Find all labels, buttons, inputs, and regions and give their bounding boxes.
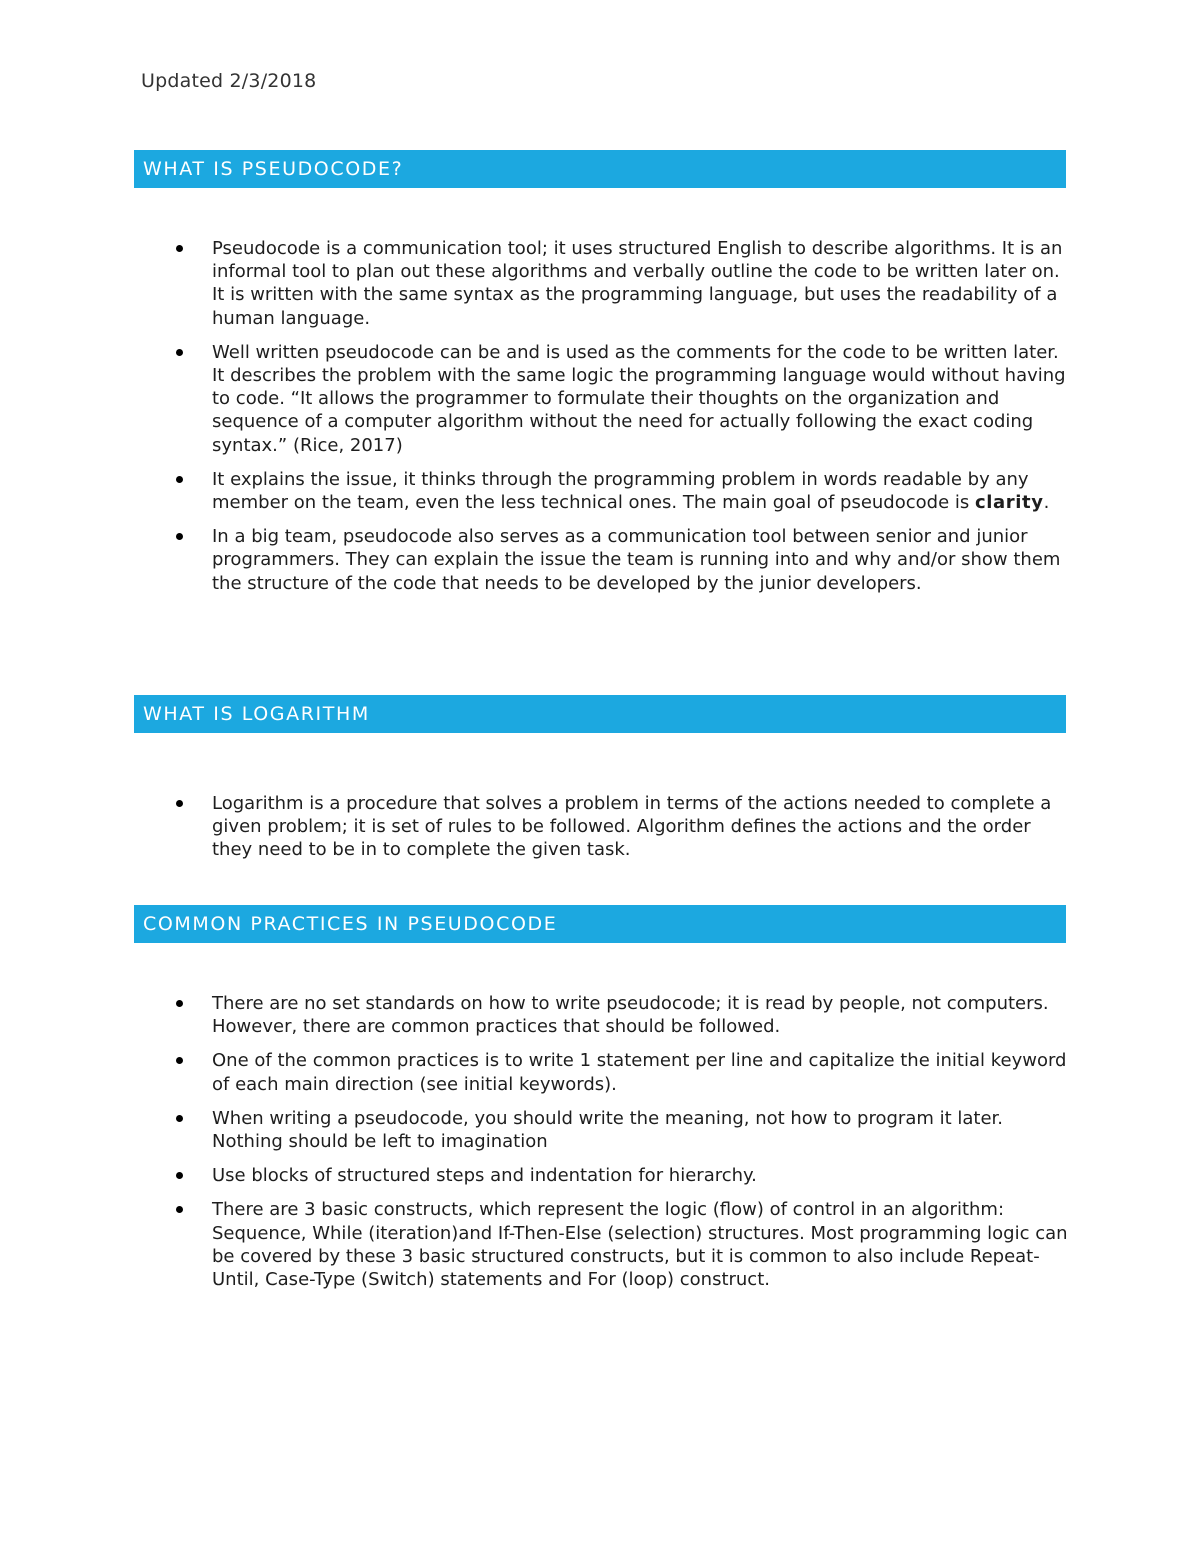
list-item (134, 468, 1074, 514)
list-item (134, 1107, 1074, 1153)
bullet-text: Use blocks of structured steps and indentation for hierarchy. (212, 1165, 757, 1187)
bullet-icon (176, 533, 183, 540)
pseudocode-bullet-list (134, 237, 1074, 606)
list-item (134, 992, 1074, 1038)
list-item (134, 792, 1074, 862)
bullet-icon (176, 1000, 183, 1007)
bullet-text-before: It explains the issue, it thinks through the programming problem in words readable by any member on the team, even the less technical ones. The main goal of pseudocode is (212, 468, 1029, 514)
bullet-icon (176, 1057, 183, 1064)
list-item (134, 525, 1074, 595)
list-item (134, 1164, 1074, 1187)
bullet-text: Pseudocode is a communication tool; it uses structured English to describe algorithms. It is an informal tool to plan out these algorithms and verbally outline the code to be written later on. It is written with the same syntax as the programming language, but uses the readability of a human language. (212, 238, 1063, 329)
bullet-text: Logarithm is a procedure that solves a problem in terms of the actions needed to complete a given problem; it is set of rules to be followed. Algorithm defines the actions and the order they need to be in to complete the given task. (212, 793, 1052, 861)
updated-date: Updated 2/3/2018 (141, 70, 317, 92)
bullet-icon (176, 1206, 183, 1213)
section-heading-pseudocode: WHAT IS PSEUDOCODE? (134, 150, 1066, 188)
bullet-icon (176, 349, 183, 356)
section-heading-logarithm: WHAT IS LOGARITHM (134, 695, 1066, 733)
bullet-text: There are 3 basic constructs, which represent the logic (flow) of control in an algorithm: Sequence, While (iteration)and If-Then-Else (selection) structures. Most programming logic can be covered by these 3 basic structured constructs, but it is common to also include Repeat-Until, Case-Type (Switch) statements and For (loop) construct. (212, 1199, 1068, 1291)
list-item (134, 237, 1074, 330)
common-practices-bullet-list (134, 992, 1074, 1302)
bullet-text: One of the common practices is to write 1 statement per line and capitalize the initial keyword of each main direction (see initial keywords). (212, 1050, 1067, 1095)
list-item (134, 1049, 1074, 1095)
bullet-text: When writing a pseudocode, you should write the meaning, not how to program it later. Nothing should be left to imagination (212, 1107, 1004, 1153)
logarithm-bullet-list (134, 792, 1074, 873)
list-item (134, 1198, 1074, 1291)
bullet-icon (176, 1115, 183, 1122)
bullet-text-after: . (1043, 492, 1050, 514)
list-item (134, 341, 1074, 457)
bullet-text: Well written pseudocode can be and is used as the comments for the code to be written later. It describes the problem with the same logic the programming language would without having to code. “It allows the programmer to formulate their thoughts on the organization and sequence of a computer algorithm without the need for actually following the exact coding syntax.” (Rice, 2017) (212, 341, 1066, 456)
bullet-icon (176, 1172, 183, 1179)
bullet-text: In a big team, pseudocode also serves as a communication tool between senior and junior programmers. They can explain the issue the team is running into and why and/or show them the structure of the code that needs to be developed by the junior developers. (212, 526, 1061, 594)
bold-keyword: clarity (974, 492, 1044, 514)
bullet-icon (176, 245, 183, 252)
section-heading-common-practices: COMMON PRACTICES IN PSEUDOCODE (134, 905, 1066, 943)
bullet-text: There are no set standards on how to write pseudocode; it is read by people, not computers. However, there are common practices that should be followed. (212, 993, 1049, 1038)
bullet-icon (176, 800, 183, 807)
bullet-icon (176, 476, 183, 483)
